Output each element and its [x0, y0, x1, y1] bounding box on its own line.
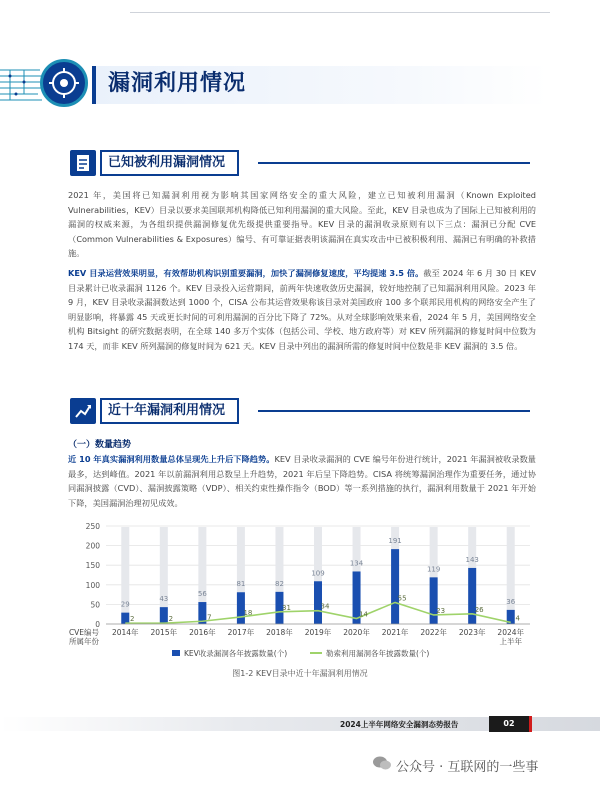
document-icon	[70, 150, 96, 176]
y-tick-label: 150	[85, 561, 100, 571]
y-tick-label: 250	[85, 522, 100, 531]
kev-bar-label: 191	[388, 537, 402, 546]
x-tick-label: 2016年	[189, 628, 216, 637]
x-tick-label: 2017年	[227, 628, 255, 637]
top-rule	[130, 12, 550, 13]
legend-label-ransomware: 勒索利用漏洞各年披露数量(个)	[326, 649, 430, 658]
bar-background	[507, 527, 515, 624]
ransomware-point-label: 7	[207, 613, 212, 622]
ransomware-point-label: 34	[320, 602, 330, 611]
ransomware-point-label: 18	[243, 608, 253, 617]
x-tick-label: 2023年	[458, 628, 486, 637]
kev-bar	[160, 607, 168, 624]
kev-bar-label: 81	[236, 580, 246, 589]
kev-bar-label: 134	[349, 559, 364, 568]
x-tick-label: 2021年	[381, 628, 409, 637]
ransomware-point-label: 4	[515, 614, 520, 623]
paragraph-kev-intro: 2021 年，美国将已知漏洞利用视为影响其国家网络安全的重大风险，建立已知被利用漏洞（Known Exploited Vulnerabilities，KEV）目录以要求美国联邦机构降低已知利用漏洞的重大风险。至此，KEV 目录也成为了国际上已知被利用的漏洞的权威来源，为各组织提供漏洞修复优先级提供重要指导。KEV 目录的漏洞收录原则有以下三点：漏洞已分配 CVE（Common Vulnerabilities & Exposures）编号、有可靠证据表明该漏洞在真实攻击中已被积极利用、漏洞已有明确的补救措施。	[68, 190, 536, 259]
kev-bar-label: 29	[120, 600, 130, 609]
kev-bar	[121, 613, 129, 624]
chapter-badge-icon	[40, 59, 88, 107]
section-heading-known-exploited	[70, 150, 530, 176]
section-heading-ten-years	[70, 398, 530, 424]
kev-bar	[391, 549, 399, 624]
paragraph-kev-effect	[68, 266, 536, 354]
y-tick-label: 100	[85, 580, 100, 590]
ransomware-point-label: 26	[474, 605, 484, 614]
ransomware-point-label: 2	[130, 615, 135, 624]
kev-bar-label: 82	[274, 579, 284, 588]
figure-caption: 图1-2 KEV目录中近十年漏洞利用情况	[232, 669, 368, 678]
watermark-text: 公众号 · 互联网的一些事	[396, 760, 539, 775]
trend-chart-icon	[70, 398, 96, 424]
kev-bar-label: 143	[465, 555, 479, 564]
x-tick-label: 2018年	[266, 628, 293, 637]
x-tick-label: 2015年	[150, 628, 178, 637]
y-tick-label: 200	[85, 541, 100, 551]
legend-label-kev: KEV收录漏洞各年披露数量(个)	[184, 649, 288, 658]
kev-bar-line-chart	[60, 520, 540, 662]
kev-bar-label: 119	[426, 565, 441, 574]
y-tick-label: 50	[90, 600, 100, 610]
x-tick-label: 上半年	[499, 637, 522, 646]
subheading-trend: （一）数量趋势	[68, 440, 132, 450]
x-tick-label: 2024年	[497, 628, 525, 637]
section-title: 近十年漏洞利用情况	[100, 398, 239, 424]
ransomware-point-label: 55	[397, 594, 407, 603]
bar-background	[121, 527, 129, 624]
kev-bar-label: 109	[311, 569, 325, 578]
chapter-banner	[0, 56, 600, 110]
legend-swatch-kev	[172, 650, 180, 656]
paragraph-lead: KEV 目录运营效果明显，有效帮助机构识别重要漏洞，加快了漏洞修复速度，平均提速 3.5 倍。	[68, 268, 424, 278]
paragraph-lead: 近 10 年真实漏洞利用数量总体呈现先上升后下降趋势。	[68, 454, 275, 464]
footer-report-title: 2024上半年网络安全漏洞态势报告	[340, 720, 459, 729]
ransomware-point-label: 31	[281, 603, 291, 612]
kev-bar	[430, 577, 438, 624]
x-axis-title: 所属年份	[69, 637, 99, 646]
x-tick-label: 2019年	[304, 628, 332, 637]
section-title: 已知被利用漏洞情况	[100, 150, 239, 176]
wechat-icon	[372, 755, 392, 771]
kev-bar-label: 36	[506, 597, 516, 606]
x-tick-label: 2022年	[420, 628, 447, 637]
y-tick-label: 0	[95, 620, 100, 629]
paragraph-trend	[68, 452, 536, 510]
x-tick-label: 2020年	[343, 628, 370, 637]
ransomware-point-label: 2	[168, 615, 174, 624]
kev-bar-label: 43	[159, 595, 169, 604]
ransomware-point-label: 14	[359, 610, 369, 619]
section-rule	[258, 410, 530, 412]
x-axis-title: CVE编号	[68, 628, 100, 637]
paragraph-body: 截至 2024 年 6 月 30 日 KEV 目录累计已收录漏洞 1126 个。KEV 目录投入运营期间，前两年快速收敛历史漏洞，较好地控制了已知漏洞利用风险。2023 年 9 月，KEV 目录收录漏洞数达到 1000 个，CISA 公布其运营效果称该目录对美国政府 100 多个联邦民用机构的网络安全产生了明显影响，将暴露 45 天或更长时间的可利用漏洞的百分比下降了 72%。从对全球影响效果来看，2024 年 5 月，美国网络安全机构 Bitsight 的研究数据表明，在全球 140 多万个实体（包括公司、学校、地方政府等）对 KEV 所列漏洞的修复时间中位数为 174 天，而非 KEV 所列漏洞的修复时间为 621 天。KEV 目录中列出的漏洞所需的修复时间中位数是非 KEV 漏洞的 3.5 倍。	[68, 268, 536, 351]
kev-bar-label: 56	[197, 590, 207, 599]
kev-bar	[468, 568, 476, 624]
ransomware-point-label: 23	[436, 606, 446, 615]
section-rule	[258, 162, 530, 164]
x-tick-label: 2014年	[111, 628, 139, 637]
paragraph-body: KEV 目录收录漏洞的 CVE 编号年份进行统计，2021 年漏洞被收录数量最多，达到峰值。2021 年以前漏洞利用总数呈上升趋势，2021 年后呈下降趋势。CISA 将统筹漏洞治理作为重要任务，通过协同漏洞披露（CVD）、漏洞披露策略（VDP）、相关约束性操作指令（BOD）等一系列措施的执行，漏洞利用数量于 2021 年开始下降，美国漏洞治理初见成效。	[68, 454, 536, 508]
page-number: 02	[503, 719, 515, 728]
chapter-title: 漏洞利用情况	[108, 71, 247, 96]
